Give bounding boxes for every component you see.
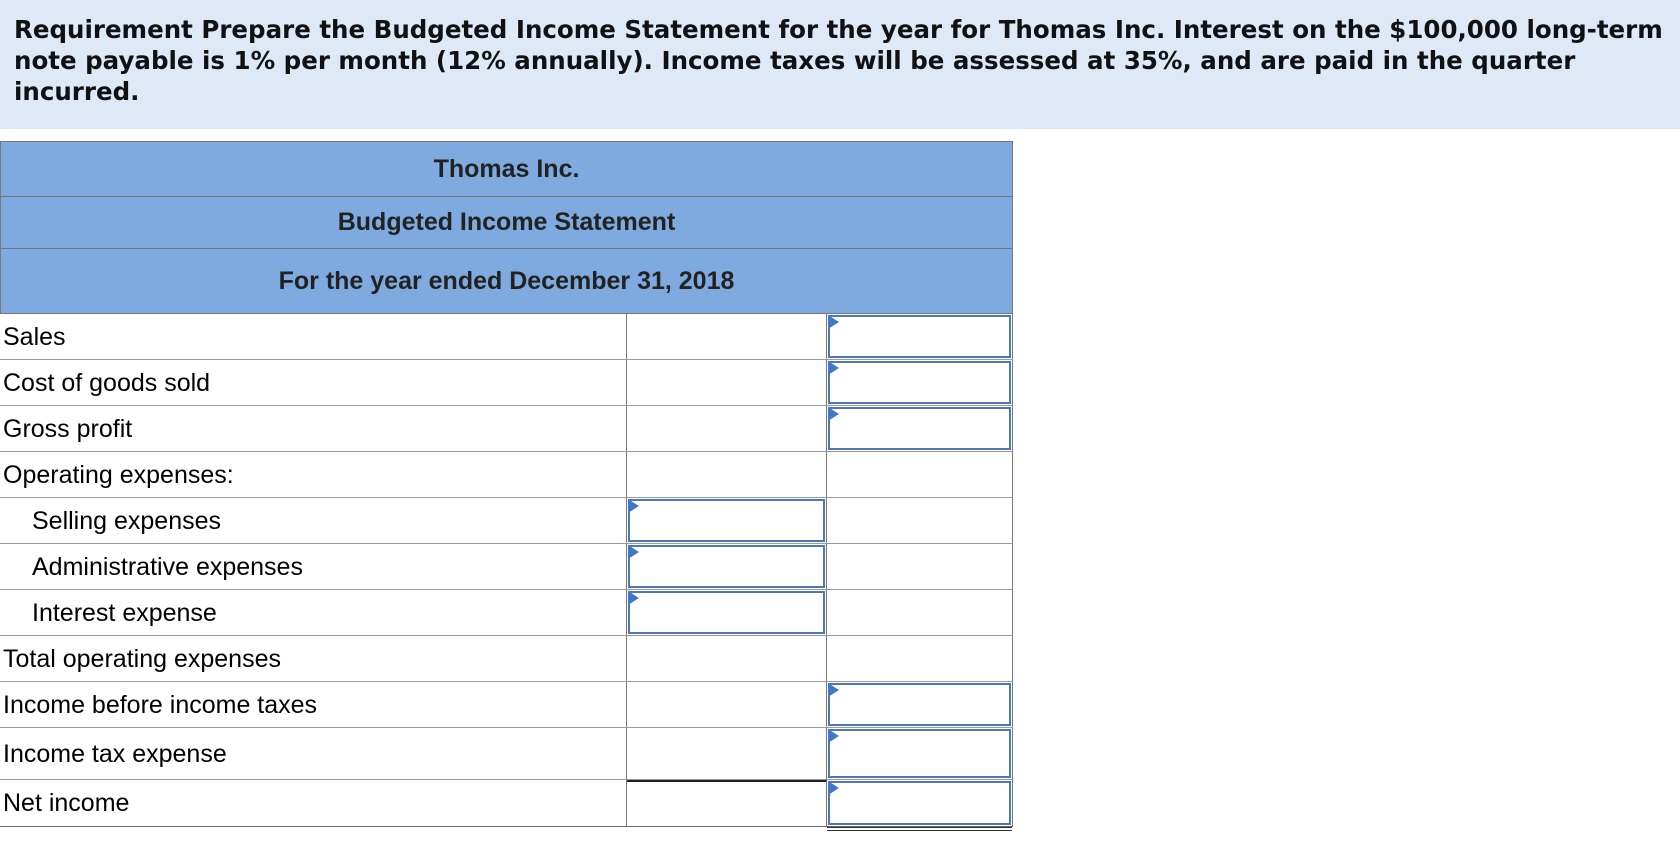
- cell-col2: [827, 636, 1013, 681]
- cell-col2: [827, 498, 1013, 543]
- gross-profit-input[interactable]: [828, 407, 1011, 450]
- cell-col1: [627, 544, 827, 589]
- cell-col1: [627, 590, 827, 635]
- selling-expenses-input[interactable]: [628, 499, 825, 542]
- cell-col2: [827, 780, 1013, 826]
- row-total-operating-expenses: [0, 636, 1013, 682]
- administrative-expenses-input[interactable]: [628, 545, 825, 588]
- income-before-taxes-input[interactable]: [828, 683, 1011, 726]
- row-selling-expenses: [0, 498, 1013, 544]
- cell-col1: [627, 728, 827, 779]
- row-label: Sales: [0, 314, 627, 359]
- net-income-input[interactable]: [828, 781, 1011, 825]
- row-income-before-taxes: [0, 682, 1013, 728]
- row-administrative-expenses: [0, 544, 1013, 590]
- row-label: Cost of goods sold: [0, 360, 627, 405]
- cell-col1: [627, 314, 827, 359]
- row-label: Interest expense: [0, 590, 627, 635]
- cell-col2: [827, 544, 1013, 589]
- statement-title: Budgeted Income Statement: [0, 196, 1013, 248]
- row-label: Administrative expenses: [0, 544, 627, 589]
- income-tax-expense-input[interactable]: [828, 729, 1011, 778]
- cell-col1: [627, 452, 827, 497]
- cogs-amount-input[interactable]: [828, 361, 1011, 404]
- row-sales: [0, 314, 1013, 360]
- cell-col2: [827, 728, 1013, 779]
- row-net-income: [0, 780, 1013, 827]
- cell-col1: [627, 498, 827, 543]
- cell-col1: [627, 636, 827, 681]
- cell-col1: [627, 406, 827, 451]
- cell-col1: [627, 682, 827, 727]
- cell-col2: [827, 314, 1013, 359]
- row-label: Selling expenses: [0, 498, 627, 543]
- row-label: Income before income taxes: [0, 682, 627, 727]
- row-label: Income tax expense: [0, 728, 627, 779]
- row-label: Total operating expenses: [0, 636, 627, 681]
- cell-col2: [827, 406, 1013, 451]
- cell-col1: [627, 780, 827, 826]
- statement-period: For the year ended December 31, 2018: [0, 248, 1013, 314]
- cell-col1: [627, 360, 827, 405]
- cell-col2: [827, 452, 1013, 497]
- interest-expense-input[interactable]: [628, 591, 825, 634]
- income-statement-table: [0, 141, 1013, 827]
- cell-col2: [827, 682, 1013, 727]
- row-gross-profit: [0, 406, 1013, 452]
- cell-col2: [827, 590, 1013, 635]
- sales-amount-input[interactable]: [828, 315, 1011, 358]
- company-name: Thomas Inc.: [0, 141, 1013, 196]
- row-income-tax-expense: [0, 728, 1013, 780]
- row-cost-of-goods-sold: [0, 360, 1013, 406]
- requirement-text: Requirement Prepare the Budgeted Income Statement for the year for Thomas Inc. Interest on the $100,000 long-term note payable is 1% per month (12% annually). Income taxes will be assessed at 35%, and are paid in the quarter incurred.: [14, 15, 1663, 106]
- row-interest-expense: [0, 590, 1013, 636]
- row-label: Operating expenses:: [0, 452, 627, 497]
- row-label: Net income: [0, 780, 627, 826]
- requirement-banner: [0, 0, 1680, 129]
- row-label: Gross profit: [0, 406, 627, 451]
- row-operating-expenses-heading: [0, 452, 1013, 498]
- cell-col2: [827, 360, 1013, 405]
